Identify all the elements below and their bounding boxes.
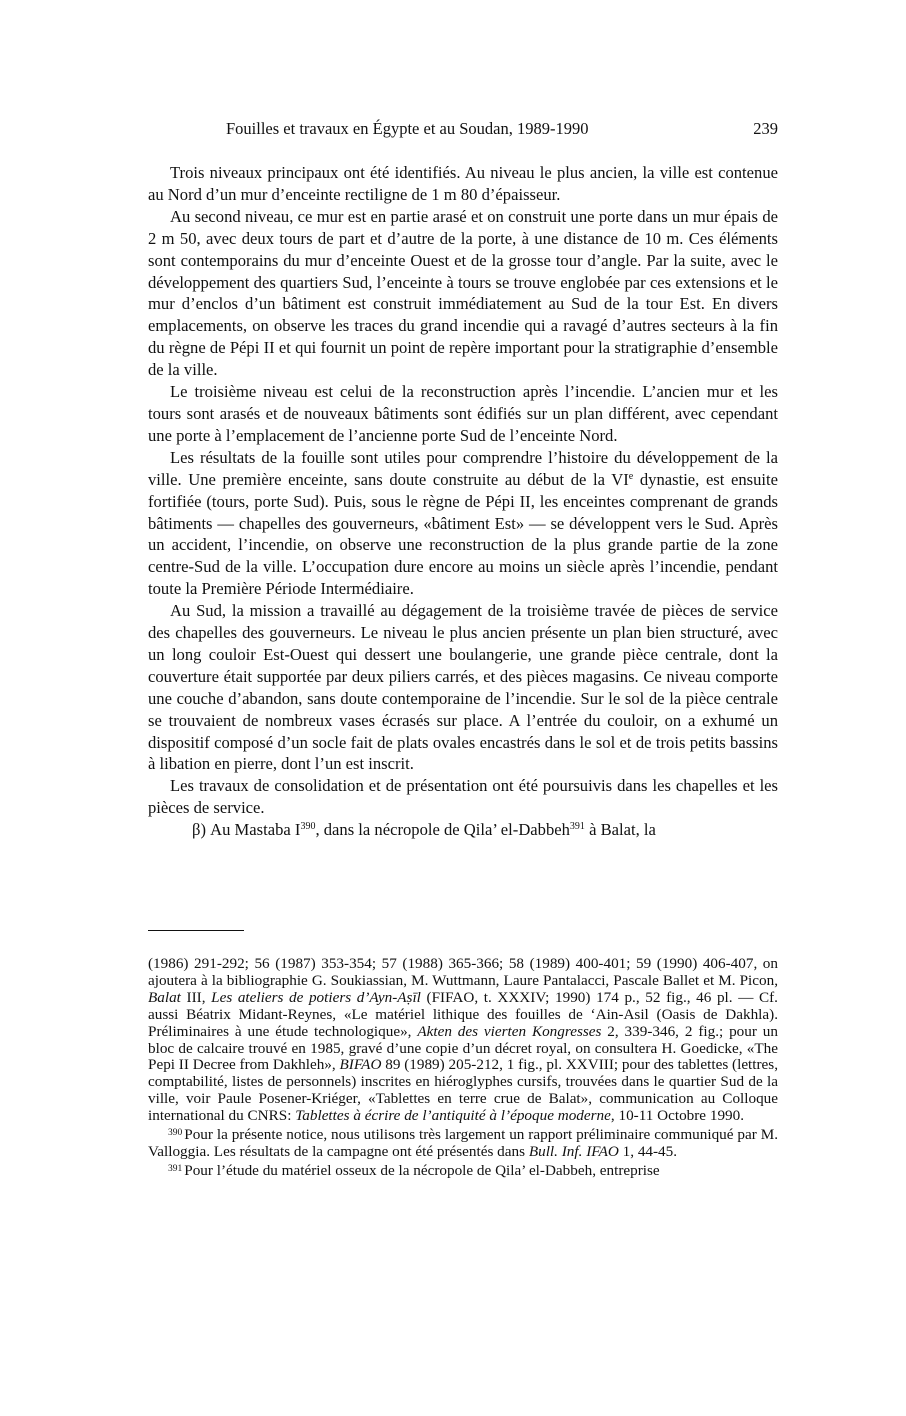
footnotes [148, 956, 778, 1180]
italic-run: Les ateliers de potiers d’Ayn-Aṣīl [211, 988, 421, 1006]
paragraph [148, 819, 778, 841]
paragraph [148, 447, 778, 600]
footnote-continuation [148, 956, 778, 1125]
footnote-marker: 390 [168, 1128, 183, 1139]
text-run: 1, 44-45. [618, 1142, 678, 1160]
text-run: III, [180, 988, 212, 1006]
text-run: , dans la nécropole de Qila’ el-Dabbeh [315, 820, 570, 840]
paragraph: Trois niveaux principaux ont été identifiés. Au niveau le plus ancien, la ville est contenue au Nord d’un mur d’enceinte rectiligne de 1 m 80 d’épaisseur. [148, 163, 778, 204]
running-title: Fouilles et travaux en Égypte et au Soudan, 1989-1990 [226, 119, 589, 138]
footnote-rule [148, 930, 244, 931]
italic-run: Tablettes à écrire de l’antiquité à l’époque moderne [295, 1107, 611, 1125]
page-number: 239 [753, 119, 778, 138]
paragraph: Le troisième niveau est celui de la reconstruction après l’incendie. L’ancien mur et les tours sont arasés et de nouveaux bâtiments sont édifiés sur un plan différent, avec cependant une porte à l’emplacement de l’ancienne porte Sud de l’enceinte Nord. [148, 382, 778, 445]
footnote-ref-391: 391 [569, 821, 585, 833]
text-run: Les résultats de la fouille sont utiles pour comprendre l’histoire du développement de la ville. Une première enceinte, sans doute construite au début de la VI [148, 447, 778, 489]
footnote-marker: 391 [168, 1163, 183, 1174]
text-run: (FIFAO, t. XXXIV; 1990) 174 p., 52 fig., 46 pl. — Cf. aussi Béatrix Midant-Reynes, «Le matériel lithique des fouilles de ‘Ain-Asil (Oasis de Dakhla). Préliminaires à une étude technologique», [148, 988, 778, 1040]
footnote-ref-390: 390 [300, 821, 316, 833]
text-run: , 10-11 Octobre 1990. [610, 1107, 745, 1125]
paragraph: Les travaux de consolidation et de présentation ont été poursuivis dans les chapelles et les pièces de service. [148, 776, 778, 818]
text-run: (1986) 291-292; 56 (1987) 353-354; 57 (1988) 365-366; 58 (1989) 400-401; 59 (1990) 406-407, on ajoutera à la bibliographie G. Soukiassian, M. Wuttmann, Laure Pantalacci, Pascale Ballet et M. Picon, [148, 955, 778, 989]
main-text [148, 162, 778, 841]
text-run: Pour l’étude du matériel osseux de la nécropole de Qila’ el-Dabbeh, entreprise [184, 1161, 660, 1179]
italic-run: BIFAO [339, 1056, 382, 1074]
superscript: e [628, 470, 634, 482]
text-run: 2, 339-346, 2 fig.; pour un bloc de calcaire trouvé en 1985, gravé d’une copie d’un décret royal, on consultera H. Goedicke, «The Pepi II Decree from Dakhleh», [148, 1022, 778, 1074]
text-run: β) Au Mastaba I [192, 820, 301, 840]
text-run: dynastie, est ensuite fortifiée (tours, porte Sud). Puis, sous le règne de Pépi II, les enceintes comprenant de grands bâtiments — chapelles des gouverneurs, «bâtiment Est» — se développent vers le Sud. Après un accident, l’incendie, on observe une reconstruction de la plus grande partie de la zone centre-Sud de la ville. L’occupation dure encore au moins un siècle après l’incendie, pendant toute la Première Période Intermédiaire. [148, 469, 779, 599]
text-run: à Balat, la [584, 820, 656, 840]
paragraph: Au Sud, la mission a travaillé au dégagement de la troisième travée de pièces de service des chapelles des gouverneurs. Le niveau le plus ancien présente un plan bien structuré, avec un long couloir Est-Ouest qui dessert une boulangerie, une grande pièce centrale, dont la couverture était supportée par deux piliers carrés, et des pièces magasins. Ce niveau comporte une couche d’abandon, sans doute contemporaine de l’incendie. Sur le sol de la pièce centrale se trouvaient de nombreux vases écrasés sur place. A l’entrée du couloir, on a exhumé un dispositif composé d’un socle fait de plats ovales encastrés dans le sol et de trois petits bassins à libation en pierre, dont l’un est inscrit. [148, 601, 778, 774]
paragraph: Au second niveau, ce mur est en partie arasé et on construit une porte dans un mur épais de 2 m 50, avec deux tours de part et d’autre de la porte, à une distance de 10 m. Ces éléments sont contemporains du mur d’enceinte Ouest et de la grosse tour d’angle. Par la suite, avec le développement des quartiers Sud, l’enceinte à tours se trouve englobée par ces extensions et le mur d’enclos d’un bâtiment est construit immédiatement au Sud de la tour Est. En divers emplacements, on observe les traces du grand incendie qui a ravagé d’autres secteurs à la fin du règne de Pépi II et qui fournit un point de repère important pour la stratigraphie d’ensemble de la ville. [148, 206, 778, 380]
italic-run: Akten des vierten Kongresses [417, 1022, 602, 1040]
footnote-391 [148, 1161, 778, 1180]
italic-run: Bull. Inf. IFAO [528, 1142, 619, 1160]
text-run: Pour la présente notice, nous utilisons très largement un rapport préliminaire communiqué par M. Valloggia. Les résultats de la campagne ont été présentés dans [148, 1126, 778, 1160]
italic-run: Balat [148, 988, 181, 1006]
text-run: 89 (1989) 205-212, 1 fig., pl. XXVIII; pour des tablettes (lettres, comptabilité, listes de personnels) inscrites en hiéroglyphes cursifs, trouvées dans le quartier Sud de la ville, voir Paule Posener-Kriéger, «Tablettes en terre crue de Balat», communication au Colloque international du CNRS: [148, 1056, 779, 1125]
footnote-390 [148, 1125, 778, 1161]
